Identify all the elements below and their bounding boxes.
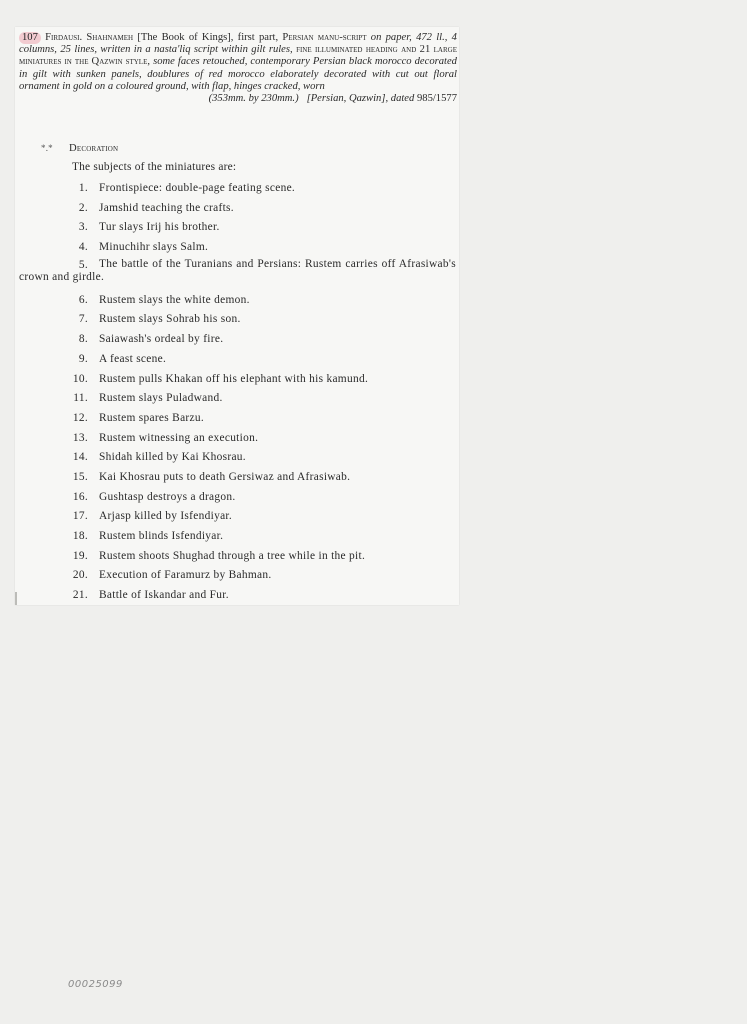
date-label: dated — [390, 93, 415, 105]
title-translation: [The Book of Kings], first part, — [137, 32, 279, 43]
binding-description: some faces retouched, contemporary Persian black morocco decorated in gilt with sunken panels, doublures of red morocco elaborately decorated with cut out floral ornament in gold on a coloured ground, with flap, hinges cracked, worn — [19, 56, 457, 92]
list-item: 9. A feast scene. — [78, 352, 167, 365]
list-item: 7. Rustem slays Sohrab his son. — [78, 313, 241, 326]
list-item: 10. Rustem pulls Khakan off his elephant with his kamund. — [72, 372, 369, 385]
title: Shahnameh — [86, 32, 134, 43]
decoration-intro: The subjects of the miniatures are: — [72, 161, 237, 173]
list-item: 14. Shidah killed by Kai Khosrau. — [72, 451, 246, 464]
entry-last-line — [19, 93, 457, 105]
list-item: 11. Rustem slays Puladwand. — [73, 392, 223, 405]
list-item: 17. Arjasp killed by Isfendiyar. — [72, 510, 233, 523]
section-stars: *.* — [41, 143, 53, 153]
dimensions: (353mm. by 230mm.) — [208, 93, 299, 105]
list-item: 20. Execution of Faramurz by Bahman. — [72, 569, 272, 582]
list-item: 1. Frontispiece: double-page feating scene. — [78, 182, 296, 194]
lot-entry — [19, 32, 457, 105]
catalogue-clipping — [15, 27, 459, 605]
list-item: 16. Gushtasp destroys a dragon. — [72, 490, 236, 503]
decoration-title: Decoration — [69, 143, 119, 154]
illumination-description: fine illuminated heading and 21 large miniatures in the Qazwin style, — [19, 44, 457, 68]
material-heading: Persian manu-script — [282, 32, 367, 43]
lot-number: 107 — [19, 32, 41, 44]
list-item: 3. Tur slays Irij his brother. — [78, 221, 220, 234]
list-item: 19. Rustem shoots Shughad through a tree while in the pit. — [72, 549, 366, 562]
date: 985/1577 — [416, 93, 457, 105]
decoration-heading — [41, 143, 118, 154]
list-item: 13. Rustem witnessing an execution. — [72, 431, 259, 444]
author: Firdausi. — [45, 32, 83, 43]
physical-description: on paper, 472 ll., 4 columns, 25 lines, written in a nasta'liq script within gilt rules, — [19, 32, 457, 56]
list-item: 6. Rustem slays the white demon. — [78, 293, 250, 306]
archive-stamp: 00025099 — [68, 979, 123, 990]
list-item: 21. Battle of Iskandar and Fur. — [72, 589, 229, 602]
miniatures-list — [15, 179, 459, 605]
origin: [Persian, Qazwin], — [306, 93, 389, 105]
list-item: 4. Minuchihr slays Salm. — [78, 241, 209, 254]
list-item: 12. Rustem spares Barzu. — [72, 411, 205, 424]
list-item: 5. The battle of the Turanians and Persians: Rustem carries off Afrasiwab's crown and girdle. — [19, 257, 456, 283]
list-item: 18. Rustem blinds Isfendiyar. — [72, 530, 224, 542]
list-item: 8. Saiawash's ordeal by fire. — [78, 333, 224, 346]
list-item: 15. Kai Khosrau puts to death Gersiwaz and Afrasiwab. — [72, 470, 351, 483]
list-item: 2. Jamshid teaching the crafts. — [78, 201, 234, 214]
